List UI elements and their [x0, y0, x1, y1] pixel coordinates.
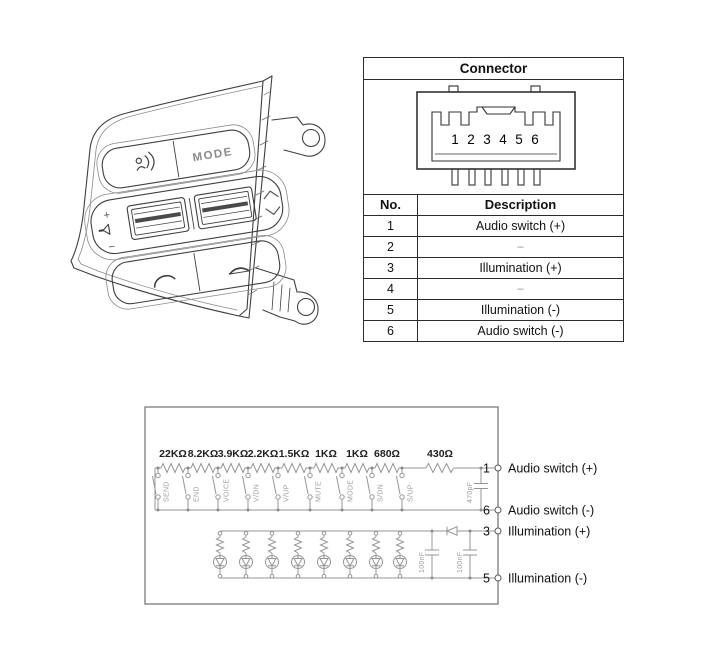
pin-description: Audio switch (-)	[477, 324, 564, 338]
voice-recognition-icon	[135, 152, 156, 173]
switch-name-label: V/DN	[253, 484, 261, 502]
table-row	[364, 321, 623, 341]
chevron-up-icon	[263, 190, 278, 199]
connector-pin-number: 4	[498, 132, 507, 147]
switch-name-label: S/UP	[407, 484, 415, 502]
mode-label: MODE	[191, 146, 234, 165]
capacitor-value-label: 470pF	[467, 481, 474, 503]
connector-body	[417, 92, 575, 169]
circuit-pin-number: 1	[483, 461, 490, 476]
resistor-value-label: 680Ω	[374, 448, 400, 460]
mode-button	[192, 146, 234, 164]
diode-symbol	[447, 527, 457, 535]
mount-bracket-top	[272, 117, 325, 156]
mount-bracket-bottom	[256, 268, 318, 324]
pin-no: 3	[364, 258, 418, 278]
circuit-pin-label: Audio switch (-)	[508, 503, 595, 518]
resistor-value-label: 2.2KΩ	[247, 448, 279, 460]
table-row	[364, 258, 623, 279]
circuit-pin-label: Illumination (-)	[508, 571, 588, 586]
illumination-capacitor-symbols	[425, 530, 477, 580]
led-branches	[214, 532, 407, 579]
bottom-button-row	[107, 238, 283, 306]
pin-no: 5	[364, 300, 418, 320]
capacitor-value-label: 100nF	[419, 551, 426, 573]
column-header-no: No.	[364, 195, 418, 215]
seek-roller	[194, 187, 257, 230]
connector-drawing	[364, 80, 623, 195]
connector-tab-right	[531, 86, 540, 92]
table-row	[364, 300, 623, 321]
table-row	[364, 237, 623, 258]
pin-description: –	[517, 241, 524, 253]
switch-name-label: MODE	[347, 479, 355, 502]
switch-name-label: MUTE	[315, 480, 323, 502]
pin-description: Audio switch (+)	[475, 219, 566, 233]
pin-description: Illumination (+)	[479, 261, 562, 275]
connector-key	[482, 107, 515, 114]
circuit-pin-label: Illumination (+)	[508, 524, 591, 539]
resistor-value-label: 8.2KΩ	[187, 448, 219, 460]
circuit-pin-number: 3	[483, 524, 490, 539]
connector-terminals	[452, 169, 540, 185]
bracket-hole-bottom	[298, 299, 315, 316]
resistor-value-label: 430Ω	[427, 448, 453, 460]
switch-name-label: S/DN	[377, 484, 385, 502]
pin-no: 4	[364, 279, 418, 299]
resistor-value-label: 22KΩ	[159, 448, 187, 460]
volume-roller	[127, 197, 190, 240]
table-row	[364, 279, 623, 300]
table-header-row	[364, 195, 623, 216]
switch-name-label: VOICE	[223, 478, 231, 502]
bottom-row-bezel	[103, 233, 289, 313]
pin-description-table	[364, 195, 623, 341]
resistor-value-label: 1KΩ	[315, 448, 337, 460]
pin-no: 6	[364, 321, 418, 341]
switch-name-label: SEND	[163, 481, 171, 502]
connector-panel-title: Connector	[364, 58, 623, 80]
connector-pin-number: 1	[450, 132, 459, 147]
switch-symbols	[153, 467, 405, 512]
pin-description: Illumination (-)	[480, 303, 561, 317]
pin-description: –	[517, 283, 524, 295]
connector-pin-number: 3	[482, 132, 491, 147]
circuit-box	[145, 407, 498, 604]
circuit-diagram	[138, 398, 701, 638]
pin-no: 2	[364, 237, 418, 257]
circuit-pin-number: 6	[483, 503, 490, 518]
connector-pin-number: 2	[466, 132, 475, 147]
resistor-value-label: 1KΩ	[346, 448, 368, 460]
voice-button	[135, 152, 156, 173]
connector-panel	[363, 57, 624, 342]
pin-no: 1	[364, 216, 418, 236]
steering-remote-illustration	[50, 60, 335, 355]
call-icon	[153, 274, 175, 286]
volume-plus-label: +	[102, 209, 112, 222]
chevron-down-icon	[266, 207, 281, 216]
volume-minus-label: −	[107, 240, 117, 254]
connector-pin-number: 6	[530, 132, 539, 147]
column-header-description: Description	[484, 197, 557, 212]
end-call-icon	[229, 267, 249, 274]
circuit-pin-number: 5	[483, 571, 490, 586]
connector-pin-number: 5	[514, 132, 523, 147]
circuit-pin-label: Audio switch (+)	[508, 461, 598, 476]
speaker-mute-icon	[98, 224, 109, 235]
resistor-value-label: 1.5KΩ	[278, 448, 310, 460]
switch-name-label: END	[193, 486, 201, 502]
connector-tab-left	[449, 86, 458, 92]
switch-name-label: V/UP	[283, 484, 291, 502]
resistor-value-label: 3.9KΩ	[217, 448, 249, 460]
table-row	[364, 216, 623, 237]
capacitor-value-label: 100nF	[457, 551, 464, 573]
bracket-hole-top	[303, 130, 320, 147]
